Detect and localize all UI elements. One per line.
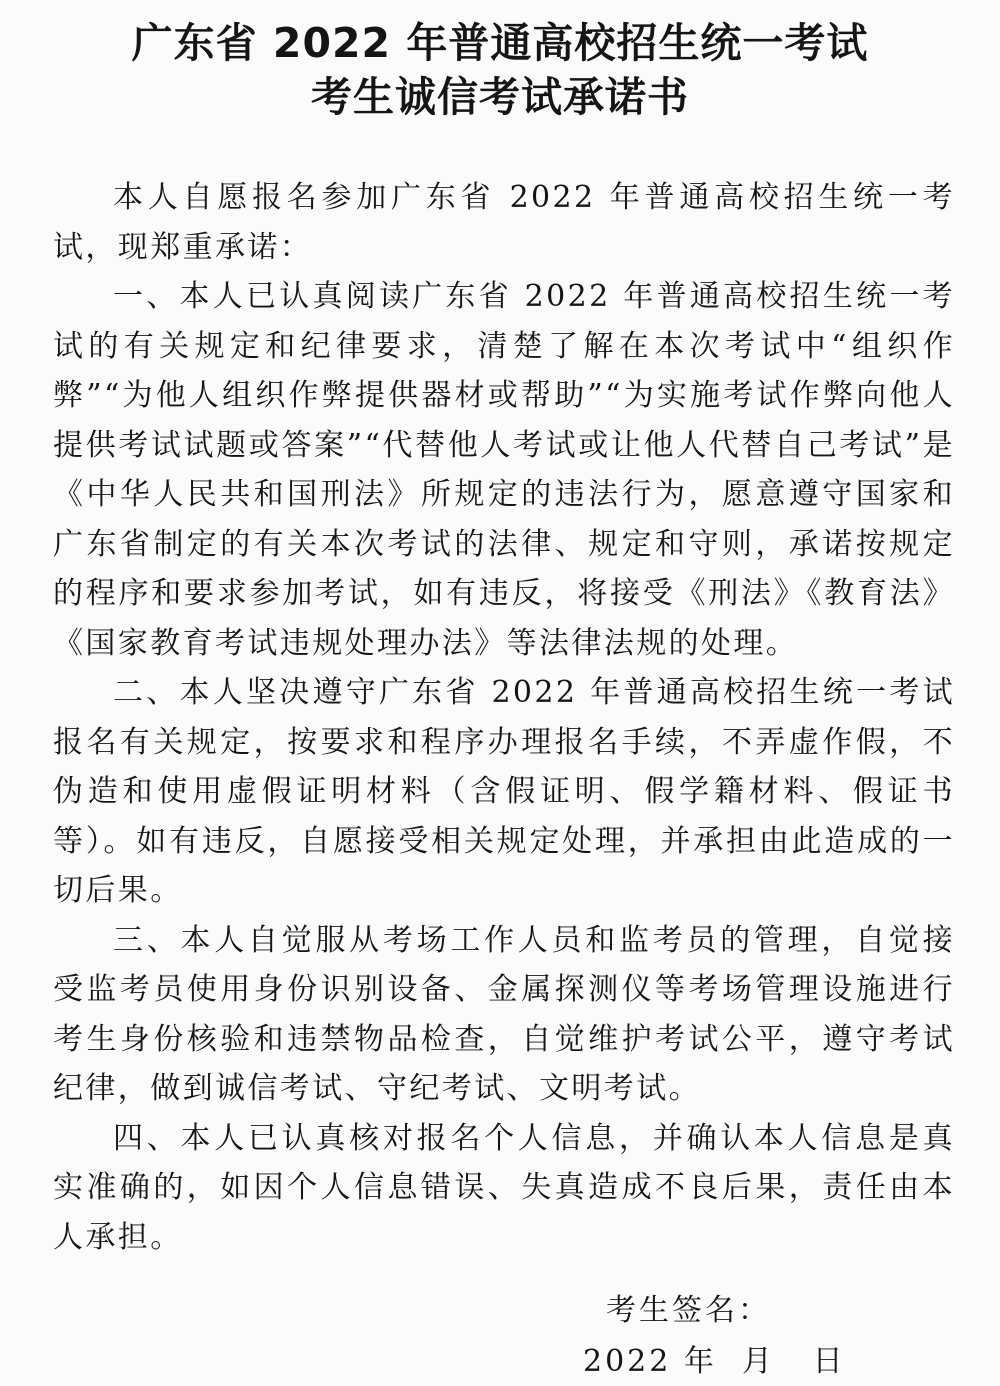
intro-paragraph: 本人自愿报名参加广东省 2022 年普通高校招生统一考试，现郑重承诺：	[53, 180, 955, 265]
commitment-paragraph-1: 一、本人已认真阅读广东省 2022 年普通高校招生统一考试的有关规定和纪律要求，清楚了解在本次考试中“组织作弊”“为他人组织作弊提供器材或帮助”“为实施考试作弊向他人提供考试试题或答案”“代替他人考试或让他人代替自己考试”是《中华人民共和国刑法》所规定的违法行为，愿意遵守国家和广东省制定的有关本次考试的法律、规定和守则，承诺按规定的程序和要求参加考试，如有违反，将接受《刑法》《教育法》《国家教育考试违规处理办法》等法律法规的处理。	[53, 279, 955, 661]
commitment-paragraph-4: 四、本人已认真核对报名个人信息，并确认本人信息是真实准确的，如因个人信息错误、失真造成不良后果，责任由本人承担。	[53, 1120, 955, 1255]
signature-label: 考生签名：	[606, 1293, 771, 1328]
date-line: 2022 年 月 日	[583, 1344, 846, 1379]
document-title-line-2: 考生诚信考试承诺书	[311, 73, 689, 121]
document-body	[53, 173, 955, 1262]
commitment-paragraph-2: 二、本人坚决遵守广东省 2022 年普通高校招生统一考试报名有关规定，按要求和程序办理报名手续，不弄虚作假，不伪造和使用虚假证明材料（含假证明、假学籍材料、假证书等）。如有违反，自愿接受相关规定处理，并承担由此造成的一切后果。	[53, 675, 955, 908]
commitment-paragraph-3: 三、本人自觉服从考场工作人员和监考员的管理，自觉接受监考员使用身份识别设备、金属探测仪等考场管理设施进行考生身份核验和违禁物品检查，自觉维护考试公平，遵守考试纪律，做到诚信考试、守纪考试、文明考试。	[53, 922, 955, 1106]
document-title-line-1: 广东省 2022 年普通高校招生统一考试	[131, 19, 869, 67]
